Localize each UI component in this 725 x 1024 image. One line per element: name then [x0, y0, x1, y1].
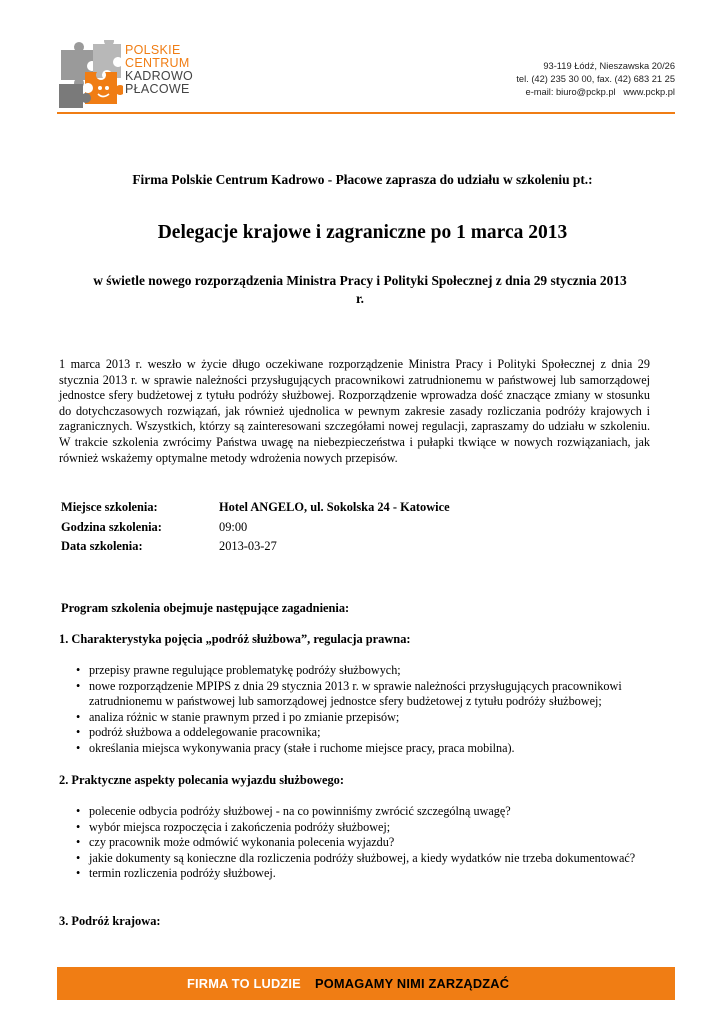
contact-info	[516, 60, 675, 99]
section-2-title: 2. Praktyczne aspekty polecania wyjazdu służbowego:	[59, 773, 344, 787]
subtitle-line-1: w świetle nowego rozporządzenia Ministra Pracy i Polityki Społecznej z dnia 29 stycznia 2013	[93, 273, 627, 288]
description-paragraph: 1 marca 2013 r. weszło w życie długo oczekiwane rozporządzenie Ministra Pracy i Polityki Społecznej z dnia 29 stycznia 2013 r. w sprawie należności przysługujących pracownikowi zatrudnionemu w państwowej lub samorządowej jednostce sfery budżetowej z tytułu podróży służbowej. Rozporządzenie wprowadza dość znaczące zmiany w stosunku do dotychczasowych rozwiązań, jak również ujednolica w pewnym zakresie zasady rozliczania podróży krajowych i zagranicznych. Wszystkich, którzy są zainteresowani szczegółami nowej regulacji, zapraszamy do udziału w szkoleniu. W trakcie szkolenia zwrócimy Państwa uwagę na niebezpieczeństwa i pułapki tkwiące w nowych rozwiązaniach, jak również wskażemy optymalne metody wdrożenia nowych przepisów.	[59, 357, 650, 465]
training-details	[61, 500, 450, 559]
footer-slogan-left: FIRMA TO LUDZIE	[187, 976, 301, 991]
list-item: • czy pracownik może odmówić wykonania polecenia wyjazdu?	[89, 835, 661, 851]
subtitle-line-2: r.	[355, 291, 365, 306]
contact-email[interactable]: e-mail: biuro@pckp.pl	[525, 87, 616, 97]
contact-web[interactable]: www.pckp.pl	[623, 87, 675, 97]
date-label: Data szkolenia:	[61, 539, 143, 553]
detail-row-place	[61, 500, 450, 520]
list-item: • termin rozliczenia podróży służbowej.	[89, 866, 661, 882]
contact-email-web	[516, 86, 675, 99]
date-value: 2013-03-27	[219, 539, 277, 553]
list-item: • określania miejsca wykonywania pracy (stałe i ruchome miejsce pracy, praca mobilna).	[89, 741, 661, 757]
section-3-title: 3. Podróż krajowa:	[59, 914, 161, 928]
logo-line-1: POLSKIE	[125, 43, 181, 57]
time-value: 09:00	[219, 519, 248, 534]
logo-line-2: CENTRUM	[125, 56, 190, 70]
footer-banner	[57, 967, 675, 1000]
list-item: • przepisy prawne regulujące problematykę podróży służbowych;	[89, 663, 661, 679]
detail-row-date	[61, 539, 450, 559]
list-item: • jakie dokumenty są konieczne dla rozliczenia podróży służbowej, a kiedy wydatków nie trzeba dokumentować?	[89, 851, 661, 867]
list-item: • podróż służbowa a oddelegowanie pracownika;	[89, 725, 661, 741]
detail-row-time	[61, 520, 450, 540]
contact-address: 93-119 Łódź, Nieszawska 20/26	[543, 61, 675, 71]
list-item: • polecenie odbycia podróży służbowej - na co powinniśmy zwrócić szczególną uwagę?	[89, 804, 661, 820]
intro-text: Firma Polskie Centrum Kadrowo - Płacowe zaprasza do udziału w szkoleniu pt.:	[132, 172, 593, 187]
place-value: Hotel ANGELO, ul. Sokolska 24 - Katowice	[219, 500, 450, 514]
header-divider	[57, 112, 675, 114]
contact-phone: tel. (42) 235 30 00, fax. (42) 683 21 25	[516, 74, 675, 84]
list-item: • nowe rozporządzenie MPIPS z dnia 29 stycznia 2013 r. w sprawie należności przysługujących pracownikowi zatrudnionemu w państwowej lub samorządowej jednostce sfery budżetowej z tytułu podróży służbowej;	[89, 679, 661, 710]
list-item: • wybór miejsca rozpoczęcia i zakończenia podróży służbowej;	[89, 820, 661, 836]
logo-line-3: KADROWO	[125, 69, 194, 83]
footer-slogan-right: POMAGAMY NIMI ZARZĄDZAĆ	[315, 976, 510, 991]
section-1-list	[75, 663, 661, 757]
puzzle-logo-icon	[57, 40, 123, 110]
list-item: • analiza różnic w stanie prawnym przed i po zmianie przepisów;	[89, 710, 661, 726]
section-1-title: 1. Charakterystyka pojęcia „podróż służbowa”, regulacja prawna:	[59, 632, 411, 646]
company-logo	[57, 36, 207, 112]
training-title: Delegacje krajowe i zagraniczne po 1 marca 2013	[157, 222, 568, 243]
logo-line-4: PŁACOWE	[125, 82, 190, 96]
training-subtitle	[60, 272, 660, 308]
time-label: Godzina szkolenia:	[61, 519, 162, 534]
section-2-list	[75, 804, 661, 882]
logo-wordmark	[125, 44, 193, 96]
program-heading: Program szkolenia obejmuje następujące zagadnienia:	[61, 601, 350, 615]
place-label: Miejsce szkolenia:	[61, 500, 158, 514]
